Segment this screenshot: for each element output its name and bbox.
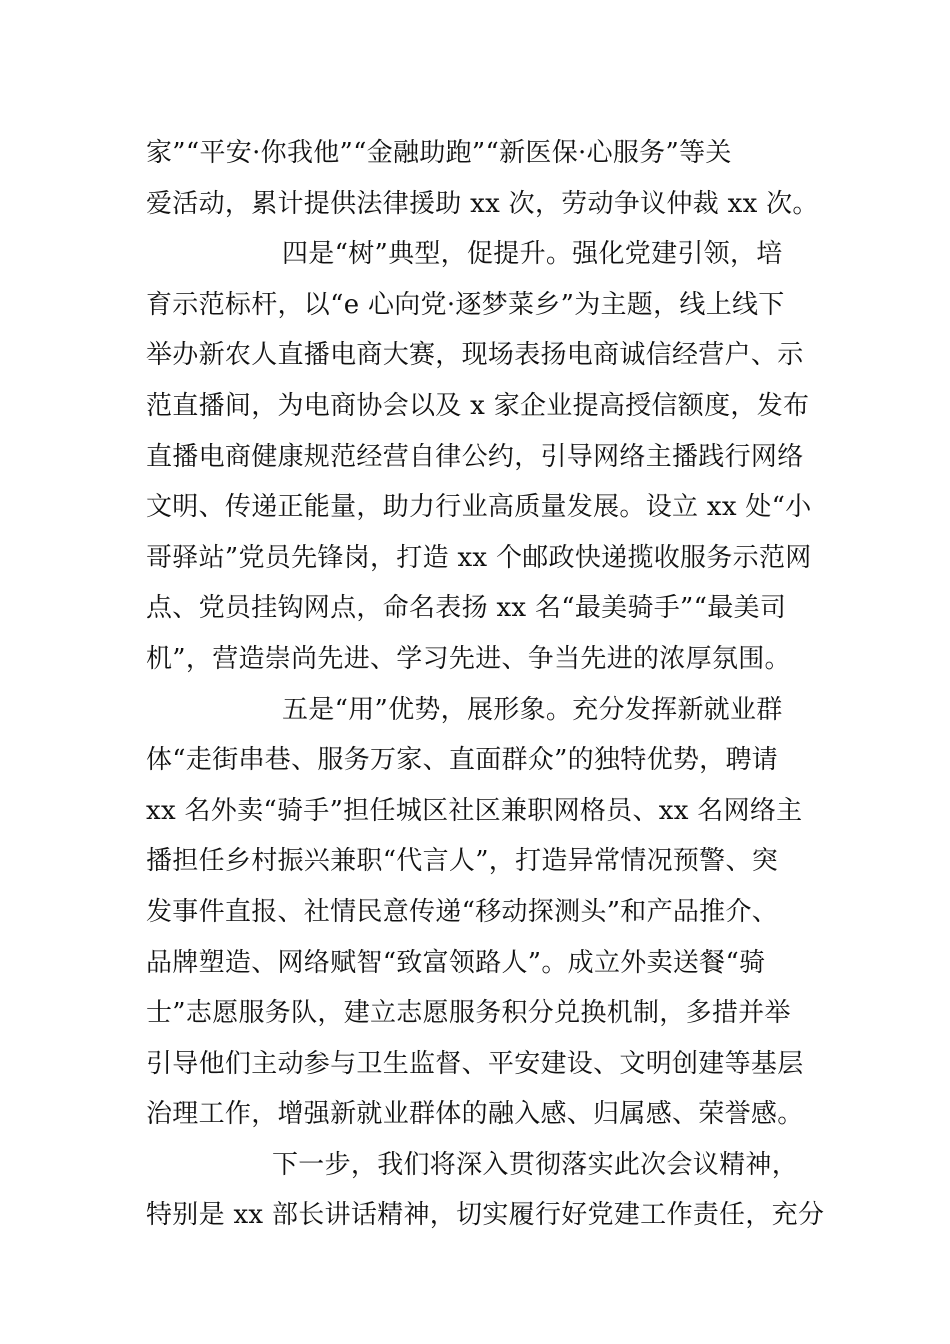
text-line: 哥驿站”党员先锋岗，打造 xx 个邮政快递揽收服务示范网 — [146, 542, 812, 573]
text-line: 家”“平安·你我他”“金融助跑”“新医保·心服务”等关 — [146, 138, 732, 168]
text-line: 发事件直报、社情民意传递“移动探测头”和产品推介、 — [146, 896, 779, 927]
text-line: 品牌塑造、网络赋智“致富领路人”。成立外卖送餐“骑 — [146, 947, 766, 978]
text-line: 点、党员挂钩网点，命名表扬 xx 名“最美骑手”“最美司 — [146, 593, 787, 624]
text-line: 爱活动，累计提供法律援助 xx 次，劳动争议仲裁 xx 次。 — [146, 188, 819, 219]
paragraph-start-line: 五是“用”优势，展形象。充分发挥新就业群 — [282, 694, 783, 725]
text-line: 士”志愿服务队，建立志愿服务积分兑换机制，多措并举 — [146, 998, 791, 1029]
paragraph-start-line: 四是“树”典型，促提升。强化党建引领，培 — [282, 239, 783, 270]
text-line: 机”，营造崇尚先进、学习先进、争当先进的浓厚氛围。 — [146, 643, 791, 674]
text-line: 体“走街串巷、服务万家、直面群众”的独特优势，聘请 — [146, 745, 779, 776]
text-line: 播担任乡村振兴兼职“代言人”，打造异常情况预警、突 — [146, 846, 779, 877]
text-line: 特别是 xx 部长讲话精神，切实履行好党建工作责任，充分 — [146, 1200, 825, 1231]
text-line: 直播电商健康规范经营自律公约，引导网络主播践行网络 — [146, 441, 804, 472]
text-line: 范直播间，为电商协会以及 x 家企业提高授信额度，发布 — [146, 390, 810, 421]
text-line: 举办新农人直播电商大赛，现场表扬电商诚信经营户、示 — [146, 340, 804, 371]
body-text — [146, 128, 825, 1241]
text-line: 治理工作，增强新就业群体的融入感、归属感、荣誉感。 — [146, 1099, 804, 1130]
text-line: 育示范标杆，以“e 心向党·逐梦菜乡”为主题，线上线下 — [146, 289, 785, 320]
paragraph-start-line: 下一步，我们将深入贯彻落实此次会议精神， — [272, 1149, 799, 1180]
text-line: xx 名外卖“骑手”担任城区社区兼职网格员、xx 名网络主 — [146, 795, 803, 826]
text-line: 引导他们主动参与卫生监督、平安建设、文明创建等基层 — [146, 1048, 804, 1079]
text-line: 文明、传递正能量，助力行业高质量发展。设立 xx 处“小 — [146, 492, 812, 523]
